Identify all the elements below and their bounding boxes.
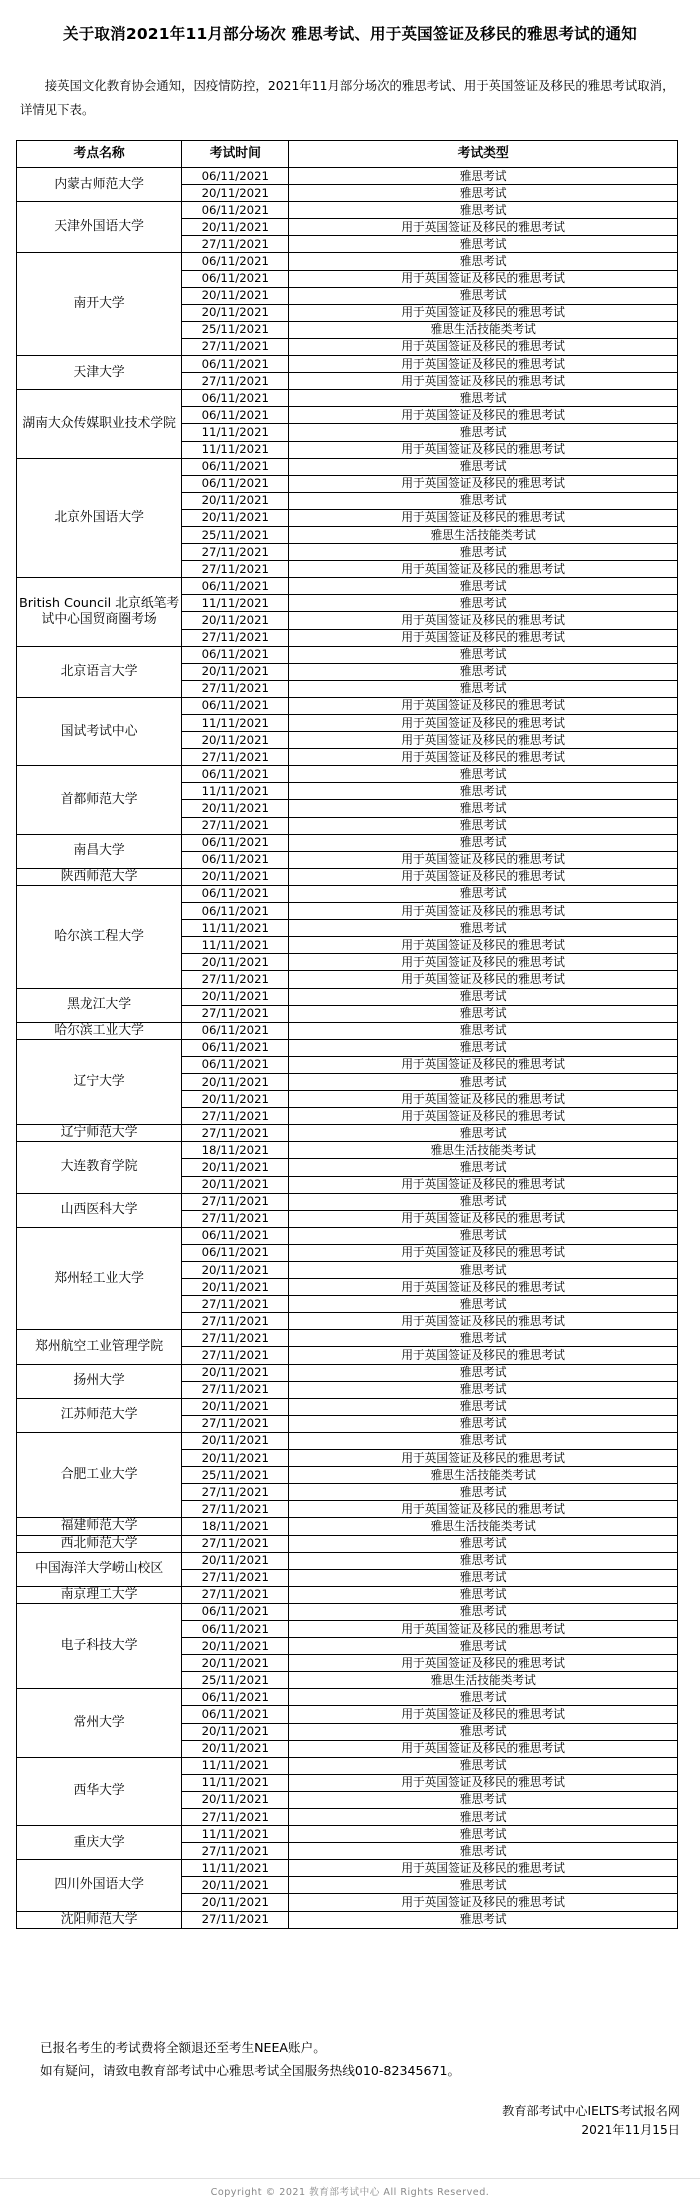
type-cell: 雅思考试 — [289, 1159, 678, 1176]
table-row — [17, 1552, 678, 1569]
table-row — [17, 1022, 678, 1039]
venue-cell: 哈尔滨工业大学 — [17, 1022, 182, 1039]
date-cell: 27/11/2021 — [182, 817, 289, 834]
type-cell: 用于英国签证及移民的雅思考试 — [289, 1108, 678, 1125]
date-cell: 20/11/2021 — [182, 1279, 289, 1296]
date-cell: 11/11/2021 — [182, 1860, 289, 1877]
date-cell: 06/11/2021 — [182, 646, 289, 663]
date-cell: 27/11/2021 — [182, 544, 289, 561]
date-cell: 20/11/2021 — [182, 612, 289, 629]
type-cell: 用于英国签证及移民的雅思考试 — [289, 1740, 678, 1757]
table-row — [17, 766, 678, 783]
date-cell: 06/11/2021 — [182, 253, 289, 270]
date-cell: 20/11/2021 — [182, 663, 289, 680]
date-cell: 27/11/2021 — [182, 1569, 289, 1586]
type-cell: 雅思考试 — [289, 1484, 678, 1501]
date-cell: 11/11/2021 — [182, 424, 289, 441]
date-cell: 06/11/2021 — [182, 1039, 289, 1056]
type-cell: 雅思考试 — [289, 185, 678, 202]
venue-cell: 内蒙古师范大学 — [17, 168, 182, 202]
header-date: 考试时间 — [182, 141, 289, 168]
table-row — [17, 356, 678, 373]
venue-cell: 北京语言大学 — [17, 646, 182, 697]
type-cell: 雅思考试 — [289, 168, 678, 185]
date-cell: 27/11/2021 — [182, 971, 289, 988]
type-cell: 雅思考试 — [289, 1826, 678, 1843]
date-cell: 27/11/2021 — [182, 1330, 289, 1347]
type-cell: 雅思考试 — [289, 1005, 678, 1022]
type-cell: 雅思考试 — [289, 1262, 678, 1279]
date-cell: 06/11/2021 — [182, 834, 289, 851]
venue-cell: 国试考试中心 — [17, 697, 182, 765]
date-cell: 06/11/2021 — [182, 270, 289, 287]
type-cell: 雅思考试 — [289, 1381, 678, 1398]
type-cell: 用于英国签证及移民的雅思考试 — [289, 1620, 678, 1637]
type-cell: 用于英国签证及移民的雅思考试 — [289, 509, 678, 526]
type-cell: 雅思考试 — [289, 1757, 678, 1774]
date-cell: 06/11/2021 — [182, 1022, 289, 1039]
date-cell: 06/11/2021 — [182, 458, 289, 475]
table-row — [17, 697, 678, 714]
date-cell: 20/11/2021 — [182, 1262, 289, 1279]
type-cell: 雅思考试 — [289, 458, 678, 475]
type-cell: 雅思考试 — [289, 1877, 678, 1894]
copyright-footer: Copyright © 2021 教育部考试中心 All Rights Reserved. — [210, 2187, 490, 2198]
type-cell: 雅思考试 — [289, 885, 678, 902]
table-row — [17, 1142, 678, 1159]
table-row — [17, 885, 678, 902]
table-row — [17, 1125, 678, 1142]
type-cell: 雅思考试 — [289, 1330, 678, 1347]
type-cell: 雅思考试 — [289, 595, 678, 612]
date-cell: 20/11/2021 — [182, 868, 289, 885]
type-cell: 雅思考试 — [289, 834, 678, 851]
date-cell: 27/11/2021 — [182, 1193, 289, 1210]
date-cell: 20/11/2021 — [182, 1877, 289, 1894]
date-cell: 06/11/2021 — [182, 1227, 289, 1244]
date-cell: 20/11/2021 — [182, 1723, 289, 1740]
date-cell: 20/11/2021 — [182, 287, 289, 304]
type-cell: 用于英国签证及移民的雅思考试 — [289, 697, 678, 714]
type-cell: 雅思考试 — [289, 1603, 678, 1620]
date-cell: 06/11/2021 — [182, 903, 289, 920]
date-cell: 11/11/2021 — [182, 441, 289, 458]
type-cell: 雅思考试 — [289, 544, 678, 561]
type-cell: 用于英国签证及移民的雅思考试 — [289, 749, 678, 766]
type-cell: 用于英国签证及移民的雅思考试 — [289, 441, 678, 458]
type-cell: 用于英国签证及移民的雅思考试 — [289, 475, 678, 492]
venue-cell: 电子科技大学 — [17, 1603, 182, 1688]
type-cell: 雅思考试 — [289, 1296, 678, 1313]
date-cell: 06/11/2021 — [182, 1244, 289, 1261]
date-cell: 20/11/2021 — [182, 509, 289, 526]
date-cell: 20/11/2021 — [182, 954, 289, 971]
type-cell: 用于英国签证及移民的雅思考试 — [289, 1450, 678, 1467]
type-cell: 用于英国签证及移民的雅思考试 — [289, 338, 678, 355]
type-cell: 雅思考试 — [289, 646, 678, 663]
date-cell: 20/11/2021 — [182, 1552, 289, 1569]
date-cell: 27/11/2021 — [182, 749, 289, 766]
type-cell: 用于英国签证及移民的雅思考试 — [289, 954, 678, 971]
date-cell: 20/11/2021 — [182, 1740, 289, 1757]
header-type: 考试类型 — [289, 141, 678, 168]
table-row — [17, 578, 678, 595]
date-cell: 27/11/2021 — [182, 561, 289, 578]
type-cell: 雅思考试 — [289, 1689, 678, 1706]
type-cell: 用于英国签证及移民的雅思考试 — [289, 715, 678, 732]
signature-org: 教育部考试中心IELTS考试报名网 — [502, 2104, 680, 2118]
notes — [40, 2036, 460, 2082]
date-cell: 18/11/2021 — [182, 1142, 289, 1159]
date-cell: 20/11/2021 — [182, 988, 289, 1005]
type-cell: 雅思考试 — [289, 390, 678, 407]
venue-cell: 南昌大学 — [17, 834, 182, 868]
type-cell: 雅思考试 — [289, 1125, 678, 1142]
date-cell: 20/11/2021 — [182, 304, 289, 321]
date-cell: 27/11/2021 — [182, 338, 289, 355]
type-cell: 雅思生活技能类考试 — [289, 1142, 678, 1159]
date-cell: 25/11/2021 — [182, 321, 289, 338]
date-cell: 06/11/2021 — [182, 885, 289, 902]
type-cell: 用于英国签证及移民的雅思考试 — [289, 1655, 678, 1672]
type-cell: 雅思考试 — [289, 1723, 678, 1740]
type-cell: 雅思生活技能类考试 — [289, 1518, 678, 1535]
venue-cell: 南京理工大学 — [17, 1586, 182, 1603]
table-row — [17, 1398, 678, 1415]
footer-divider — [0, 2178, 700, 2179]
date-cell: 27/11/2021 — [182, 680, 289, 697]
venue-cell: 辽宁师范大学 — [17, 1125, 182, 1142]
date-cell: 27/11/2021 — [182, 1484, 289, 1501]
date-cell: 20/11/2021 — [182, 1432, 289, 1449]
table-row — [17, 1603, 678, 1620]
date-cell: 11/11/2021 — [182, 1774, 289, 1791]
date-cell: 27/11/2021 — [182, 1415, 289, 1432]
venue-cell: 郑州航空工业管理学院 — [17, 1330, 182, 1364]
note-hotline: 如有疑问，请致电教育部考试中心雅思考试全国服务热线010-82345671。 — [40, 2063, 461, 2078]
type-cell: 用于英国签证及移民的雅思考试 — [289, 1279, 678, 1296]
type-cell: 雅思考试 — [289, 1227, 678, 1244]
table-row — [17, 646, 678, 663]
type-cell: 用于英国签证及移民的雅思考试 — [289, 971, 678, 988]
venue-cell: 西华大学 — [17, 1757, 182, 1825]
table-row — [17, 1518, 678, 1535]
table-row — [17, 868, 678, 885]
type-cell: 雅思考试 — [289, 1638, 678, 1655]
type-cell: 雅思考试 — [289, 1022, 678, 1039]
type-cell: 雅思考试 — [289, 766, 678, 783]
venue-cell: 四川外国语大学 — [17, 1860, 182, 1911]
type-cell: 雅思考试 — [289, 253, 678, 270]
date-cell: 25/11/2021 — [182, 1467, 289, 1484]
date-cell: 27/11/2021 — [182, 1535, 289, 1552]
type-cell: 雅思考试 — [289, 202, 678, 219]
table-row — [17, 1757, 678, 1774]
type-cell: 用于英国签证及移民的雅思考试 — [289, 612, 678, 629]
date-cell: 06/11/2021 — [182, 202, 289, 219]
type-cell: 用于英国签证及移民的雅思考试 — [289, 903, 678, 920]
date-cell: 27/11/2021 — [182, 1125, 289, 1142]
type-cell: 雅思考试 — [289, 287, 678, 304]
table-row — [17, 834, 678, 851]
type-cell: 用于英国签证及移民的雅思考试 — [289, 1091, 678, 1108]
type-cell: 雅思考试 — [289, 920, 678, 937]
date-cell: 20/11/2021 — [182, 800, 289, 817]
date-cell: 20/11/2021 — [182, 1176, 289, 1193]
type-cell: 雅思生活技能类考试 — [289, 1467, 678, 1484]
type-cell: 雅思考试 — [289, 1586, 678, 1603]
date-cell: 27/11/2021 — [182, 1108, 289, 1125]
date-cell: 27/11/2021 — [182, 1210, 289, 1227]
venue-cell: 重庆大学 — [17, 1826, 182, 1860]
date-cell: 06/11/2021 — [182, 578, 289, 595]
date-cell: 06/11/2021 — [182, 697, 289, 714]
venue-cell: 合肥工业大学 — [17, 1432, 182, 1517]
date-cell: 20/11/2021 — [182, 185, 289, 202]
type-cell: 雅思考试 — [289, 1552, 678, 1569]
header-venue: 考点名称 — [17, 141, 182, 168]
type-cell: 雅思考试 — [289, 1432, 678, 1449]
venue-cell: 常州大学 — [17, 1689, 182, 1757]
type-cell: 雅思考试 — [289, 1193, 678, 1210]
type-cell: 雅思考试 — [289, 800, 678, 817]
venue-cell: 南开大学 — [17, 253, 182, 356]
date-cell: 20/11/2021 — [182, 1091, 289, 1108]
date-cell: 20/11/2021 — [182, 219, 289, 236]
notice-title: 关于取消2021年11月部分场次 雅思考试、用于英国签证及移民的雅思考试的通知 — [63, 25, 637, 43]
date-cell: 20/11/2021 — [182, 492, 289, 509]
date-cell: 06/11/2021 — [182, 407, 289, 424]
date-cell: 06/11/2021 — [182, 766, 289, 783]
date-cell: 20/11/2021 — [182, 1398, 289, 1415]
note-refund: 已报名考生的考试费将全额退还至考生NEEA账户。 — [40, 2040, 326, 2055]
date-cell: 06/11/2021 — [182, 1706, 289, 1723]
date-cell: 06/11/2021 — [182, 1056, 289, 1073]
type-cell: 雅思考试 — [289, 1809, 678, 1826]
table-row — [17, 1586, 678, 1603]
date-cell: 18/11/2021 — [182, 1518, 289, 1535]
venue-cell: 山西医科大学 — [17, 1193, 182, 1227]
venue-cell: 辽宁大学 — [17, 1039, 182, 1124]
venue-cell: 天津大学 — [17, 356, 182, 390]
signature — [502, 2102, 680, 2140]
type-cell: 雅思生活技能类考试 — [289, 321, 678, 338]
table-row — [17, 1330, 678, 1347]
date-cell: 11/11/2021 — [182, 937, 289, 954]
venue-cell: 黑龙江大学 — [17, 988, 182, 1022]
date-cell: 20/11/2021 — [182, 1655, 289, 1672]
cancellation-table — [16, 140, 678, 1929]
type-cell: 雅思考试 — [289, 578, 678, 595]
type-cell: 雅思考试 — [289, 424, 678, 441]
type-cell: 用于英国签证及移民的雅思考试 — [289, 1501, 678, 1518]
table-row — [17, 202, 678, 219]
type-cell: 用于英国签证及移民的雅思考试 — [289, 1774, 678, 1791]
venue-cell: 湖南大众传媒职业技术学院 — [17, 390, 182, 458]
table-row — [17, 1689, 678, 1706]
type-cell: 用于英国签证及移民的雅思考试 — [289, 1347, 678, 1364]
type-cell: 用于英国签证及移民的雅思考试 — [289, 407, 678, 424]
table-row — [17, 1193, 678, 1210]
table-row — [17, 1227, 678, 1244]
date-cell: 20/11/2021 — [182, 1159, 289, 1176]
date-cell: 20/11/2021 — [182, 1791, 289, 1808]
date-cell: 11/11/2021 — [182, 1826, 289, 1843]
type-cell: 用于英国签证及移民的雅思考试 — [289, 270, 678, 287]
intro-paragraph: 接英国文化教育协会通知，因疫情防控，2021年11月部分场次的雅思考试、用于英国签证及移民的雅思考试取消，详情见下表。 — [20, 78, 675, 117]
venue-cell: 大连教育学院 — [17, 1142, 182, 1193]
type-cell: 雅思生活技能类考试 — [289, 526, 678, 543]
venue-cell: 哈尔滨工程大学 — [17, 885, 182, 988]
date-cell: 27/11/2021 — [182, 1296, 289, 1313]
venue-cell: 陕西师范大学 — [17, 868, 182, 885]
venue-cell: 天津外国语大学 — [17, 202, 182, 253]
type-cell: 用于英国签证及移民的雅思考试 — [289, 304, 678, 321]
date-cell: 27/11/2021 — [182, 1501, 289, 1518]
date-cell: 20/11/2021 — [182, 732, 289, 749]
date-cell: 25/11/2021 — [182, 1672, 289, 1689]
table-body — [17, 168, 678, 1929]
date-cell: 27/11/2021 — [182, 373, 289, 390]
type-cell: 用于英国签证及移民的雅思考试 — [289, 1313, 678, 1330]
date-cell: 06/11/2021 — [182, 475, 289, 492]
type-cell: 雅思生活技能类考试 — [289, 1672, 678, 1689]
type-cell: 用于英国签证及移民的雅思考试 — [289, 851, 678, 868]
type-cell: 雅思考试 — [289, 492, 678, 509]
type-cell: 雅思考试 — [289, 680, 678, 697]
venue-cell: 沈阳师范大学 — [17, 1911, 182, 1928]
type-cell: 用于英国签证及移民的雅思考试 — [289, 1210, 678, 1227]
date-cell: 27/11/2021 — [182, 1005, 289, 1022]
venue-cell: 首都师范大学 — [17, 766, 182, 834]
type-cell: 用于英国签证及移民的雅思考试 — [289, 1176, 678, 1193]
date-cell: 11/11/2021 — [182, 783, 289, 800]
date-cell: 25/11/2021 — [182, 526, 289, 543]
date-cell: 11/11/2021 — [182, 920, 289, 937]
date-cell: 20/11/2021 — [182, 1450, 289, 1467]
type-cell: 用于英国签证及移民的雅思考试 — [289, 1056, 678, 1073]
table-row — [17, 458, 678, 475]
table-row — [17, 1364, 678, 1381]
date-cell: 06/11/2021 — [182, 356, 289, 373]
type-cell: 用于英国签证及移民的雅思考试 — [289, 1244, 678, 1261]
type-cell: 用于英国签证及移民的雅思考试 — [289, 373, 678, 390]
venue-cell: 扬州大学 — [17, 1364, 182, 1398]
table-row — [17, 988, 678, 1005]
date-cell: 06/11/2021 — [182, 1603, 289, 1620]
type-cell: 雅思考试 — [289, 817, 678, 834]
table-row — [17, 1860, 678, 1877]
table-row — [17, 1432, 678, 1449]
venue-cell: 北京外国语大学 — [17, 458, 182, 578]
date-cell: 27/11/2021 — [182, 1911, 289, 1928]
type-cell: 用于英国签证及移民的雅思考试 — [289, 561, 678, 578]
date-cell: 20/11/2021 — [182, 1638, 289, 1655]
type-cell: 雅思考试 — [289, 1911, 678, 1928]
date-cell: 11/11/2021 — [182, 715, 289, 732]
type-cell: 用于英国签证及移民的雅思考试 — [289, 1860, 678, 1877]
table-row — [17, 1039, 678, 1056]
date-cell: 20/11/2021 — [182, 1073, 289, 1090]
type-cell: 雅思考试 — [289, 1398, 678, 1415]
table-row — [17, 1826, 678, 1843]
date-cell: 27/11/2021 — [182, 629, 289, 646]
venue-cell: 福建师范大学 — [17, 1518, 182, 1535]
type-cell: 用于英国签证及移民的雅思考试 — [289, 356, 678, 373]
type-cell: 雅思考试 — [289, 1791, 678, 1808]
type-cell: 用于英国签证及移民的雅思考试 — [289, 219, 678, 236]
type-cell: 用于英国签证及移民的雅思考试 — [289, 1706, 678, 1723]
signature-date: 2021年11月15日 — [581, 2123, 680, 2137]
type-cell: 用于英国签证及移民的雅思考试 — [289, 1894, 678, 1911]
venue-cell: 江苏师范大学 — [17, 1398, 182, 1432]
table-row — [17, 168, 678, 185]
type-cell: 雅思考试 — [289, 236, 678, 253]
type-cell: 雅思考试 — [289, 663, 678, 680]
date-cell: 27/11/2021 — [182, 1347, 289, 1364]
type-cell: 雅思考试 — [289, 1039, 678, 1056]
type-cell: 用于英国签证及移民的雅思考试 — [289, 868, 678, 885]
table-row — [17, 1535, 678, 1552]
type-cell: 雅思考试 — [289, 783, 678, 800]
type-cell: 雅思考试 — [289, 1843, 678, 1860]
venue-cell: British Council 北京纸笔考试中心国贸商圈考场 — [17, 578, 182, 646]
date-cell: 27/11/2021 — [182, 1843, 289, 1860]
table-row — [17, 390, 678, 407]
venue-cell: 西北师范大学 — [17, 1535, 182, 1552]
type-cell: 雅思考试 — [289, 1073, 678, 1090]
type-cell: 雅思考试 — [289, 988, 678, 1005]
date-cell: 27/11/2021 — [182, 1586, 289, 1603]
type-cell: 雅思考试 — [289, 1364, 678, 1381]
date-cell: 20/11/2021 — [182, 1894, 289, 1911]
table-row — [17, 253, 678, 270]
date-cell: 06/11/2021 — [182, 168, 289, 185]
date-cell: 11/11/2021 — [182, 595, 289, 612]
date-cell: 11/11/2021 — [182, 1757, 289, 1774]
date-cell: 06/11/2021 — [182, 1620, 289, 1637]
type-cell: 雅思考试 — [289, 1535, 678, 1552]
date-cell: 27/11/2021 — [182, 1809, 289, 1826]
type-cell: 用于英国签证及移民的雅思考试 — [289, 732, 678, 749]
type-cell: 雅思考试 — [289, 1415, 678, 1432]
venue-cell: 中国海洋大学崂山校区 — [17, 1552, 182, 1586]
venue-cell: 郑州轻工业大学 — [17, 1227, 182, 1330]
date-cell: 06/11/2021 — [182, 1689, 289, 1706]
type-cell: 用于英国签证及移民的雅思考试 — [289, 937, 678, 954]
date-cell: 06/11/2021 — [182, 851, 289, 868]
table-header-row — [17, 141, 678, 168]
date-cell: 06/11/2021 — [182, 390, 289, 407]
date-cell: 27/11/2021 — [182, 1381, 289, 1398]
type-cell: 雅思考试 — [289, 1569, 678, 1586]
table-row — [17, 1911, 678, 1928]
date-cell: 27/11/2021 — [182, 236, 289, 253]
date-cell: 27/11/2021 — [182, 1313, 289, 1330]
type-cell: 用于英国签证及移民的雅思考试 — [289, 629, 678, 646]
date-cell: 20/11/2021 — [182, 1364, 289, 1381]
